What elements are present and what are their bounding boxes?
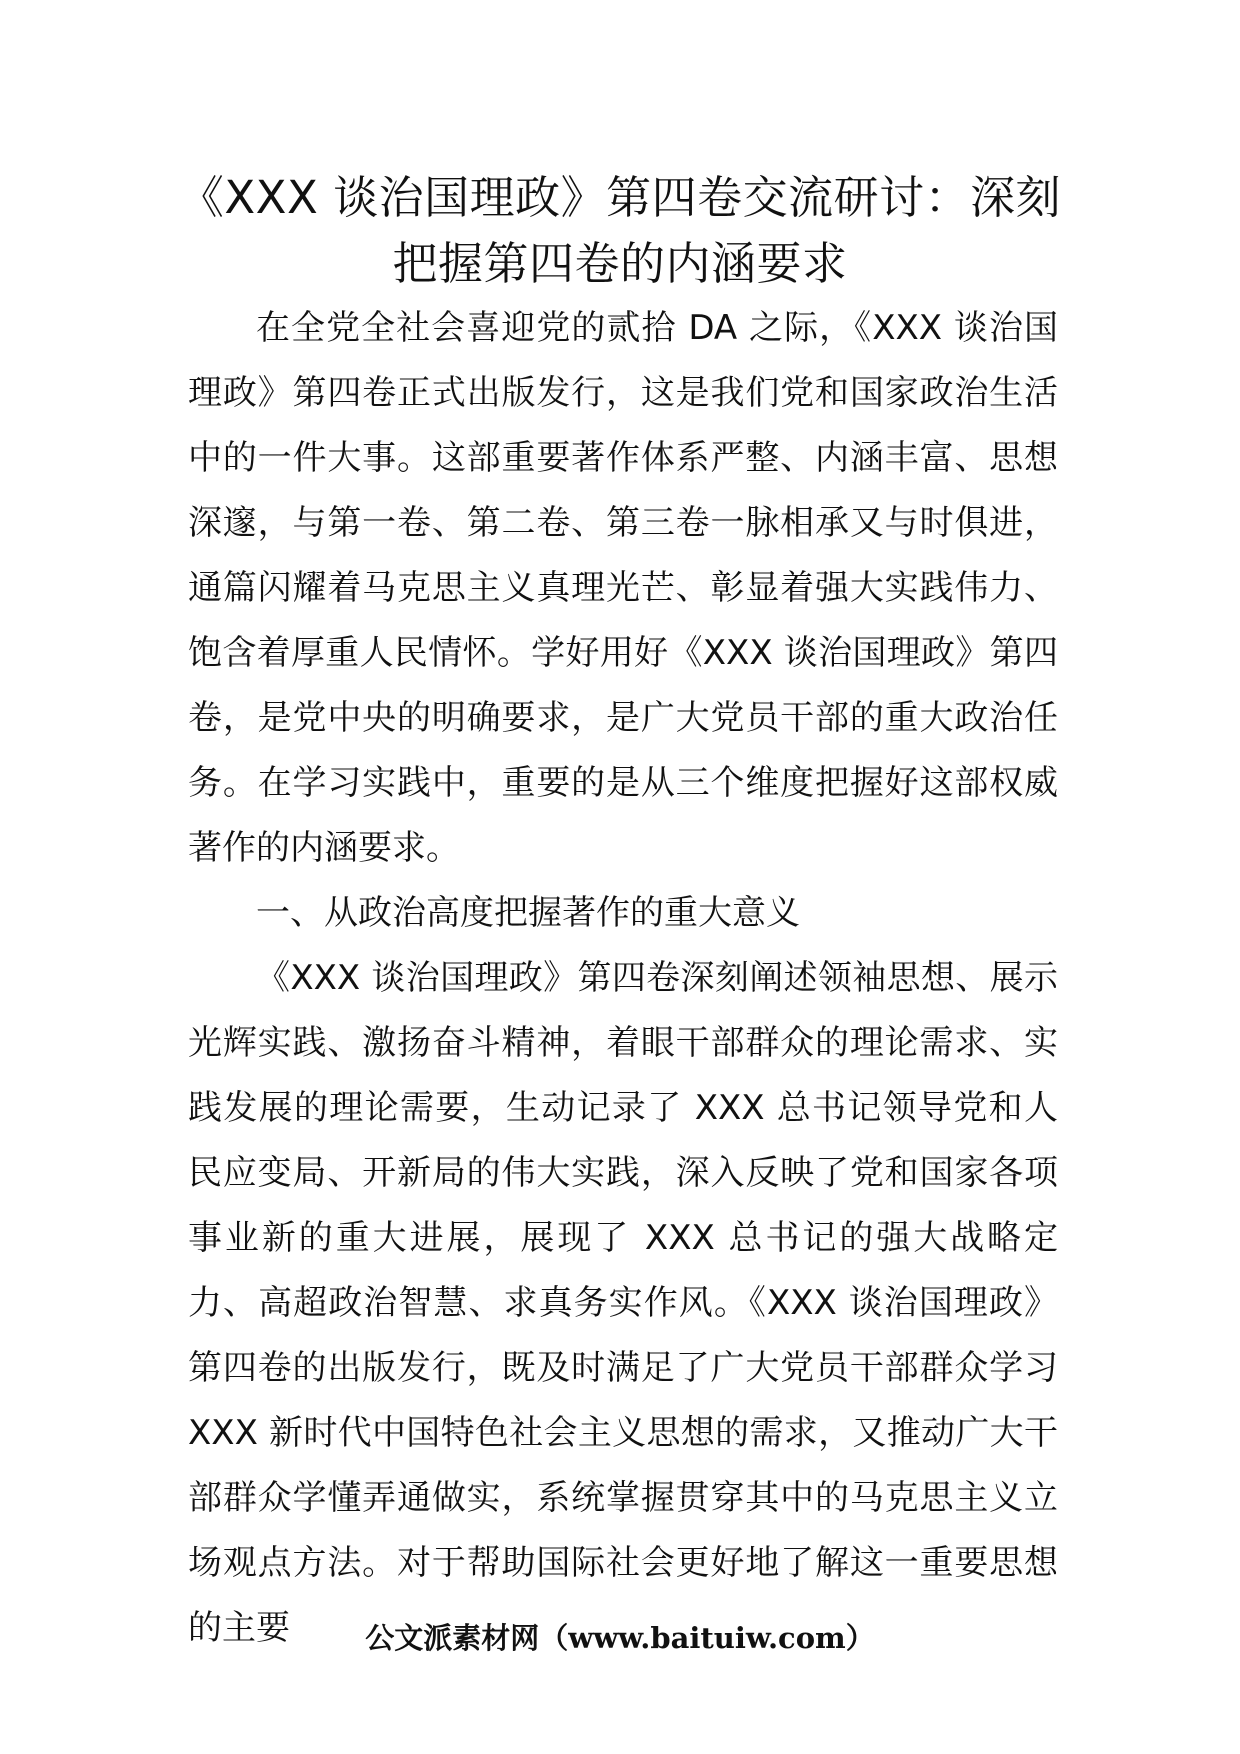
title-line-2: 把握第四卷的内涵要求 (392, 237, 848, 290)
document-body (188, 296, 1058, 1661)
title-line-1: 《XXX 谈治国理政》第四卷交流研讨：深刻 (178, 171, 1062, 224)
intro-paragraph: 在全党全社会喜迎党的贰拾 DA 之际，《XXX 谈治国理政》第四卷正式出版发行，这是我们党和国家政治生活中的一件大事。这部重要著作体系严整、内涵丰富、思想深邃，与第一卷、第二卷、第三卷一脉相承又与时俱进，通篇闪耀着马克思主义真理光芒、彰显着强大实践伟力、饱含着厚重人民情怀。学好用好《XXX 谈治国理政》第四卷，是党中央的明确要求，是广大党员干部的重大政治任务。在学习实践中，重要的是从三个维度把握好这部权威著作的内涵要求。 (188, 308, 1058, 868)
section-1-paragraph: 《XXX 谈治国理政》第四卷深刻阐述领袖思想、展示光辉实践、激扬奋斗精神，着眼干部群众的理论需求、实践发展的理论需要，生动记录了 XXX 总书记领导党和人民应变局、开新局的伟大实践，深入反映了党和国家各项事业新的重大进展，展现了 XXX 总书记的强大战略定力、高超政治智慧、求真务实作风。《XXX 谈治国理政》第四卷的出版发行，既及时满足了广大党员干部群众学习 XXX 新时代中国特色社会主义思想的需求，又推动广大干部群众学懂弄通做实，系统掌握贯穿其中的马克思主义立场观点方法。对于帮助国际社会更好地了解这一重要思想的主要 (188, 958, 1058, 1648)
section-heading-1: 一、从政治高度把握著作的重大意义 (256, 893, 800, 933)
footer-watermark: 公文派素材网（www.baituiw.com） (365, 1621, 875, 1655)
document-title (150, 165, 1090, 297)
